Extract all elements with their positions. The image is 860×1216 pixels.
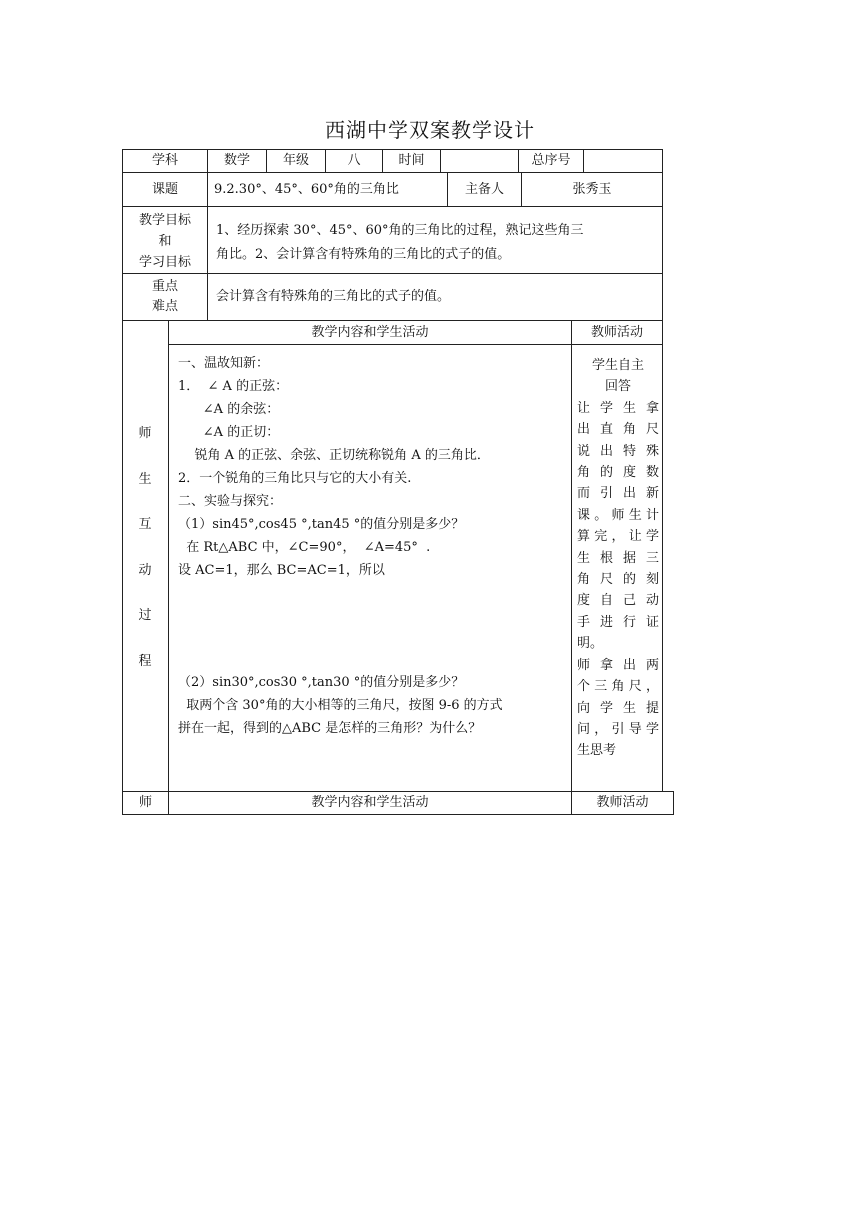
teacher-activity-text: 学生自主 回答 让学生拿 出直角尺 说出特殊 角的度数 而引出新 课。师生计 算完，让学 生根据三 角尺的刻 度自己动 手进行证 明。 师拿出两 个三角尺， 向学生提 问，引导学 生思考 <box>577 358 659 759</box>
content-line: ∠A 的正切： <box>178 425 280 440</box>
content-line: 设 AC=1，那么 BC=AC=1，所以 <box>178 563 385 578</box>
key-points-text: 会计算含有特殊角的三角比的式子的值。 <box>216 289 451 304</box>
goals-label: 教学目标 和 学习目标 <box>138 213 191 270</box>
serial-value <box>584 150 662 172</box>
preparer-value: 张秀玉 <box>572 181 612 197</box>
subject-label: 学科 <box>151 153 178 168</box>
content-line: ∠A 的余弦： <box>178 402 280 417</box>
serial-label: 总序号 <box>531 153 571 168</box>
key-points-label: 重点 难点 <box>151 279 178 314</box>
document-title: 西湖中学双案教学设计 <box>325 118 535 142</box>
content-line: 拼在一起，得到的△ABC 是怎样的三角形？为什么？ <box>178 721 482 736</box>
topic-value: 9.2.30°、45°、60°角的三角比 <box>214 181 399 197</box>
footer-content-header: 教学内容和学生活动 <box>311 795 429 810</box>
preparer-label: 主备人 <box>464 181 504 197</box>
content-line: 锐角 A 的正弦、余弦、正切统称锐角 A 的三角比． <box>178 448 490 463</box>
footer-side-label: 师 <box>138 795 152 810</box>
time-value <box>441 150 518 172</box>
grade-label: 年级 <box>282 153 309 168</box>
topic-label: 课题 <box>151 181 178 197</box>
content-line: 取两个含 30°角的大小相等的三角尺，按图 9-6 的方式 <box>178 698 503 713</box>
goals-text: 1、经历探索 30°、45°、60°角的三角比的过程，熟记这些角三 角比。2、会计算含有特殊角的三角比的式子的值。 <box>216 223 584 262</box>
grade-value: 八 <box>347 153 361 168</box>
activity-side-label: 师 生 互 动 过 程 <box>138 426 152 669</box>
content-line: 二、实验与探究： <box>178 494 283 509</box>
content-line: 在 Rt△ABC 中，∠C=90°， ∠A=45° . <box>178 540 431 555</box>
content-line: （1）sin45°,cos45 °,tan45 °的值分别是多少？ <box>178 517 465 532</box>
teacher-header: 教师活动 <box>590 324 643 340</box>
content-line: （2）sin30°,cos30 °,tan30 °的值分别是多少？ <box>178 675 465 690</box>
time-label: 时间 <box>398 153 425 168</box>
content-line: 1． ∠ A 的正弦： <box>178 379 289 394</box>
content-header: 教学内容和学生活动 <box>311 324 429 340</box>
content-line: 2．一个锐角的三角比只与它的大小有关. <box>178 471 412 486</box>
content-line: 一、温故知新： <box>178 356 270 371</box>
footer-teacher-header: 教师活动 <box>596 795 649 810</box>
subject-value: 数学 <box>223 153 250 168</box>
